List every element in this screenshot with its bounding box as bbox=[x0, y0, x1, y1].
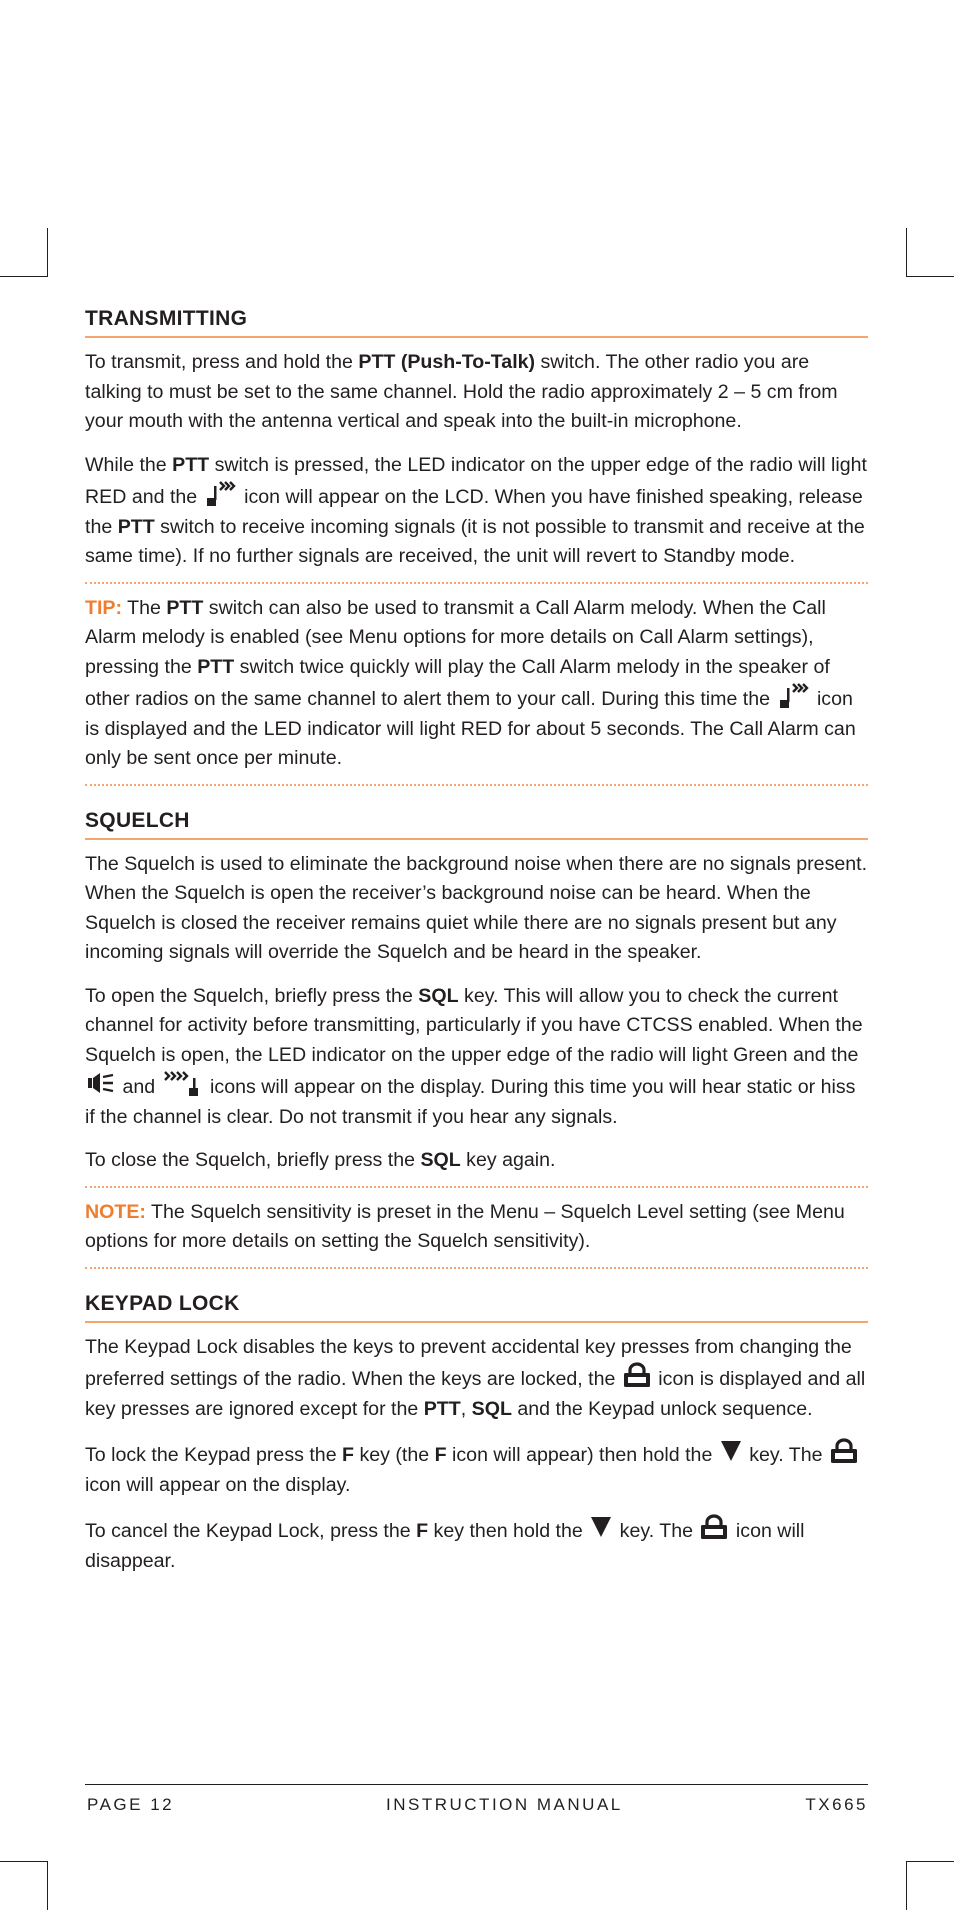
lock-icon bbox=[623, 1362, 651, 1388]
footer-rule bbox=[85, 1784, 868, 1785]
note-text: NOTE: The Squelch sensitivity is preset in the Menu – Squelch Level setting (see Menu options for more details on setting the Squelch sensitivity). bbox=[85, 1200, 845, 1252]
footer-model: TX665 bbox=[805, 1795, 868, 1814]
section-heading-transmitting: TRANSMITTING bbox=[85, 306, 868, 338]
paragraph-squelch-open: To open the Squelch, briefly press the SQL key. This will allow you to check the current channel for activity before transmitting, particularly if you have CTCSS enabled. When the Squelch is open, the LED indicator on the upper edge of the radio will light Green and the and icons will appear on the display. During this time you will hear static or hiss if the channel is clear. Do not transmit if you hear any signals. bbox=[85, 984, 863, 1128]
section-heading-squelch: SQUELCH bbox=[85, 808, 868, 840]
transmit-icon bbox=[778, 682, 810, 708]
tip-label: TIP: bbox=[85, 596, 123, 619]
crop-mark bbox=[0, 276, 48, 277]
crop-mark bbox=[906, 276, 954, 277]
note-box bbox=[85, 1188, 868, 1267]
footer-page-number: PAGE 12 bbox=[87, 1795, 175, 1814]
crop-mark bbox=[906, 1861, 954, 1862]
receive-icon bbox=[163, 1070, 203, 1096]
paragraph-transmit-intro: To transmit, press and hold the PTT (Push-To-Talk) switch. The other radio you are talking to must be set to the same channel. Hold the radio approximately 2 – 5 cm from your mouth with the antenna vertical and speak into the built-in microphone. bbox=[85, 351, 838, 432]
paragraph-keypad-unlock: To cancel the Keypad Lock, press the F key then hold the key. The icon will disappear. bbox=[85, 1514, 868, 1576]
paragraph-squelch-close: To close the Squelch, briefly press the SQL key again. bbox=[85, 1149, 556, 1171]
crop-mark bbox=[47, 228, 48, 276]
paragraph-squelch-intro: The Squelch is used to eliminate the background noise when there are no signals present. When the Squelch is open the receiver’s background noise can be heard. When the Squelch is closed the receiver remains quiet while there are no signals present but any incoming signals will override the Squelch and be heard in the speaker. bbox=[85, 852, 868, 963]
crop-mark bbox=[47, 1861, 48, 1910]
crop-mark bbox=[906, 228, 907, 276]
down-arrow-icon bbox=[720, 1438, 742, 1464]
footer-manual-title: INSTRUCTION MANUAL bbox=[386, 1795, 623, 1814]
note-label: NOTE: bbox=[85, 1200, 146, 1223]
page-content bbox=[85, 306, 868, 1576]
section-heading-keypad-lock: KEYPAD LOCK bbox=[85, 1291, 868, 1323]
transmit-icon bbox=[205, 480, 237, 506]
paragraph-keypad-intro: The Keypad Lock disables the keys to prevent accidental key presses from changing the preferred settings of the radio. When the keys are locked, the icon is displayed and all key presses are ignored except for the PTT, SQL and the Keypad unlock sequence. bbox=[85, 1335, 866, 1420]
crop-mark bbox=[906, 1861, 907, 1910]
lock-icon bbox=[830, 1438, 858, 1464]
speaker-icon bbox=[87, 1070, 115, 1096]
down-arrow-icon bbox=[590, 1514, 612, 1540]
tip-text: TIP: The PTT switch can also be used to transmit a Call Alarm melody. When the Call Alarm melody is enabled (see Menu options for more details on Call Alarm settings), pressing the PTT switch twice quickly will play the Call Alarm melody in the speaker of other radios on the same channel to alert them to your call. During this time the icon is displayed and the LED indicator will light RED for about 5 seconds. The Call Alarm can only be sent once per minute. bbox=[85, 596, 856, 769]
paragraph-transmit-ptt: While the PTT switch is pressed, the LED indicator on the upper edge of the radio will light RED and the icon will appear on the LCD. When you have finished speaking, release the PTT switch to receive incoming signals (it is not possible to transmit and receive at the same time). If no further signals are received, the unit will revert to Standby mode. bbox=[85, 453, 867, 567]
crop-mark bbox=[0, 1861, 48, 1862]
paragraph-keypad-lock: To lock the Keypad press the F key (the F icon will appear) then hold the key. The icon will appear on the display. bbox=[85, 1438, 868, 1500]
lock-icon bbox=[700, 1514, 728, 1540]
tip-box bbox=[85, 584, 868, 784]
